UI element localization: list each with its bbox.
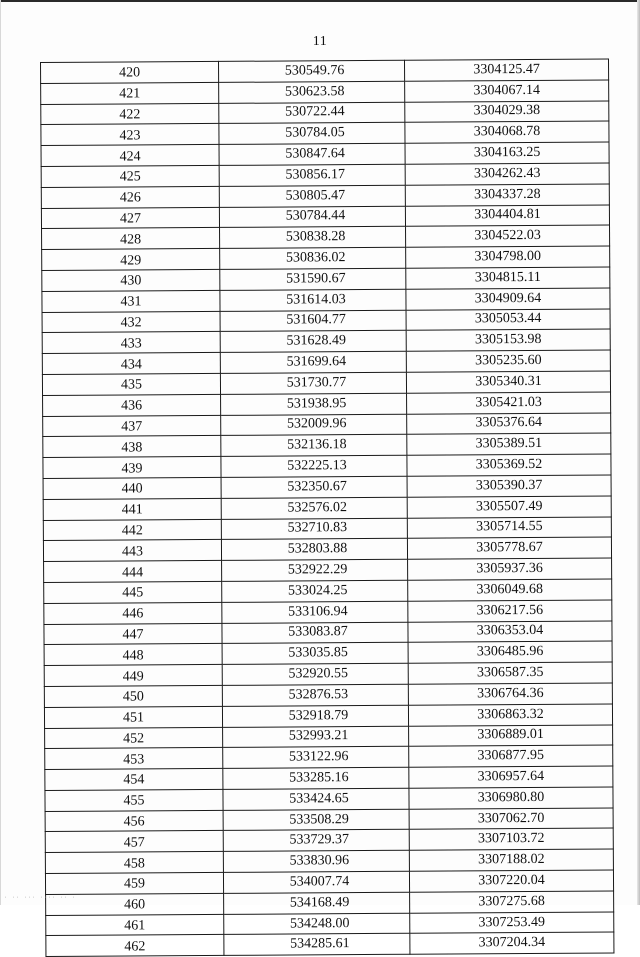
point-number-cell: 421 [41,82,219,104]
y-coordinate-cell: 3305153.98 [406,329,610,351]
x-coordinate-cell: 533830.96 [223,851,409,873]
y-coordinate-cell: 3304337.28 [405,184,609,206]
x-coordinate-cell: 532350.67 [221,476,407,498]
x-coordinate-cell: 531938.95 [221,393,407,415]
point-number-cell: 443 [43,540,221,562]
point-number-cell: 445 [44,581,222,603]
y-coordinate-cell: 3305053.44 [406,309,610,331]
point-number-cell: 452 [45,727,223,749]
y-coordinate-cell: 3306957.64 [409,766,613,788]
point-number-cell: 423 [41,124,219,146]
y-coordinate-cell: 3307220.04 [409,870,613,892]
scan-edge-top [0,0,640,2]
table-row [46,932,614,956]
y-coordinate-cell: 3307062.70 [409,808,613,830]
x-coordinate-cell: 532225.13 [221,455,407,477]
point-number-cell: 451 [44,706,222,728]
y-coordinate-cell: 3305507.49 [407,496,611,518]
point-number-cell: 437 [43,415,221,437]
x-coordinate-cell: 530805.47 [219,185,405,207]
y-coordinate-cell: 3305390.37 [407,475,611,497]
point-number-cell: 439 [43,457,221,479]
x-coordinate-cell: 532876.53 [222,684,408,706]
point-number-cell: 435 [42,373,220,395]
point-number-cell: 434 [42,353,220,375]
point-number-cell: 436 [43,394,221,416]
point-number-cell: 448 [44,644,222,666]
y-coordinate-cell: 3305937.36 [408,558,612,580]
point-number-cell: 458 [45,852,223,874]
y-coordinate-cell: 3304029.38 [405,101,609,123]
x-coordinate-cell: 532009.96 [221,414,407,436]
x-coordinate-cell: 533285.16 [223,767,409,789]
y-coordinate-cell: 3306217.56 [408,600,612,622]
point-number-cell: 428 [42,228,220,250]
y-coordinate-cell: 3307275.68 [410,891,614,913]
y-coordinate-cell: 3304262.43 [405,163,609,185]
point-number-cell: 438 [43,436,221,458]
y-coordinate-cell: 3307253.49 [410,912,614,934]
point-number-cell: 424 [41,145,219,167]
y-coordinate-cell: 3306889.01 [409,725,613,747]
point-number-cell: 430 [42,269,220,291]
y-coordinate-cell: 3305376.64 [407,413,611,435]
x-coordinate-cell: 534248.00 [224,913,410,935]
y-coordinate-cell: 3304522.03 [406,225,610,247]
x-coordinate-cell: 534285.61 [224,934,410,956]
y-coordinate-cell: 3306485.96 [408,641,612,663]
x-coordinate-cell: 532576.02 [221,497,407,519]
y-coordinate-cell: 3306863.32 [408,704,612,726]
point-number-cell: 425 [41,165,219,187]
y-coordinate-cell: 3304163.25 [405,142,609,164]
y-coordinate-cell: 3307103.72 [409,828,613,850]
x-coordinate-cell: 532136.18 [221,435,407,457]
x-coordinate-cell: 531590.67 [220,268,406,290]
x-coordinate-cell: 530722.44 [219,102,405,124]
y-coordinate-cell: 3304068.78 [405,121,609,143]
x-coordinate-cell: 530784.05 [219,123,405,145]
x-coordinate-cell: 533106.94 [222,601,408,623]
y-coordinate-cell: 3305778.67 [407,537,611,559]
x-coordinate-cell: 531628.49 [220,331,406,353]
y-coordinate-cell: 3306587.35 [408,662,612,684]
point-number-cell: 426 [41,186,219,208]
x-coordinate-cell: 532922.29 [222,559,408,581]
x-coordinate-cell: 533508.29 [223,809,409,831]
x-coordinate-cell: 531604.77 [220,310,406,332]
scan-edge-left [0,0,1,905]
point-number-cell: 442 [43,519,221,541]
x-coordinate-cell: 531730.77 [220,372,406,394]
point-number-cell: 422 [41,103,219,125]
y-coordinate-cell: 3306353.04 [408,621,612,643]
point-number-cell: 433 [42,332,220,354]
x-coordinate-cell: 531699.64 [220,351,406,373]
point-number-cell: 461 [46,914,224,936]
y-coordinate-cell: 3305389.51 [407,433,611,455]
coordinates-table-body [41,59,614,957]
x-coordinate-cell: 533035.85 [222,643,408,665]
y-coordinate-cell: 3305235.60 [406,350,610,372]
x-coordinate-cell: 532918.79 [222,705,408,727]
y-coordinate-cell: 3305340.31 [406,371,610,393]
x-coordinate-cell: 530784.44 [219,206,405,228]
x-coordinate-cell: 532803.88 [221,539,407,561]
y-coordinate-cell: 3305421.03 [407,392,611,414]
point-number-cell: 427 [41,207,219,229]
point-number-cell: 453 [45,748,223,770]
scan-artifact: · ·· ··· ···· ·· · [4,895,77,901]
y-coordinate-cell: 3304909.64 [406,288,610,310]
x-coordinate-cell: 532993.21 [223,726,409,748]
point-number-cell: 440 [43,477,221,499]
y-coordinate-cell: 3305714.55 [407,517,611,539]
point-number-cell: 431 [42,290,220,312]
x-coordinate-cell: 533024.25 [222,580,408,602]
x-coordinate-cell: 530838.28 [220,227,406,249]
point-number-cell: 447 [44,623,222,645]
x-coordinate-cell: 534007.74 [223,871,409,893]
point-number-cell: 460 [46,893,224,915]
y-coordinate-cell: 3306980.80 [409,787,613,809]
x-coordinate-cell: 533729.37 [223,830,409,852]
point-number-cell: 455 [45,789,223,811]
point-number-cell: 444 [44,561,222,583]
page-number: 11 [312,34,328,49]
x-coordinate-cell: 532920.55 [222,663,408,685]
point-number-cell: 454 [45,768,223,790]
point-number-cell: 456 [45,810,223,832]
coordinates-table [40,59,614,957]
y-coordinate-cell: 3306764.36 [408,683,612,705]
y-coordinate-cell: 3304404.81 [405,205,609,227]
point-number-cell: 441 [43,498,221,520]
x-coordinate-cell: 530836.02 [220,247,406,269]
x-coordinate-cell: 531614.03 [220,289,406,311]
x-coordinate-cell: 530549.76 [218,60,404,82]
y-coordinate-cell: 3304798.00 [406,246,610,268]
y-coordinate-cell: 3307204.34 [410,932,614,954]
point-number-cell: 450 [44,685,222,707]
point-number-cell: 429 [42,249,220,271]
x-coordinate-cell: 533083.87 [222,622,408,644]
y-coordinate-cell: 3307188.02 [409,849,613,871]
point-number-cell: 459 [45,872,223,894]
y-coordinate-cell: 3306049.68 [408,579,612,601]
x-coordinate-cell: 533122.96 [223,747,409,769]
point-number-cell: 420 [41,61,219,83]
point-number-cell: 432 [42,311,220,333]
x-coordinate-cell: 533424.65 [223,788,409,810]
x-coordinate-cell: 532710.83 [221,518,407,540]
x-coordinate-cell: 530856.17 [219,164,405,186]
x-coordinate-cell: 530847.64 [219,143,405,165]
y-coordinate-cell: 3306877.95 [409,745,613,767]
point-number-cell: 457 [45,831,223,853]
y-coordinate-cell: 3305369.52 [407,454,611,476]
point-number-cell: 462 [46,935,224,957]
x-coordinate-cell: 530623.58 [219,81,405,103]
point-number-cell: 446 [44,602,222,624]
y-coordinate-cell: 3304815.11 [406,267,610,289]
y-coordinate-cell: 3304125.47 [404,59,608,81]
x-coordinate-cell: 534168.49 [224,892,410,914]
point-number-cell: 449 [44,665,222,687]
y-coordinate-cell: 3304067.14 [405,80,609,102]
